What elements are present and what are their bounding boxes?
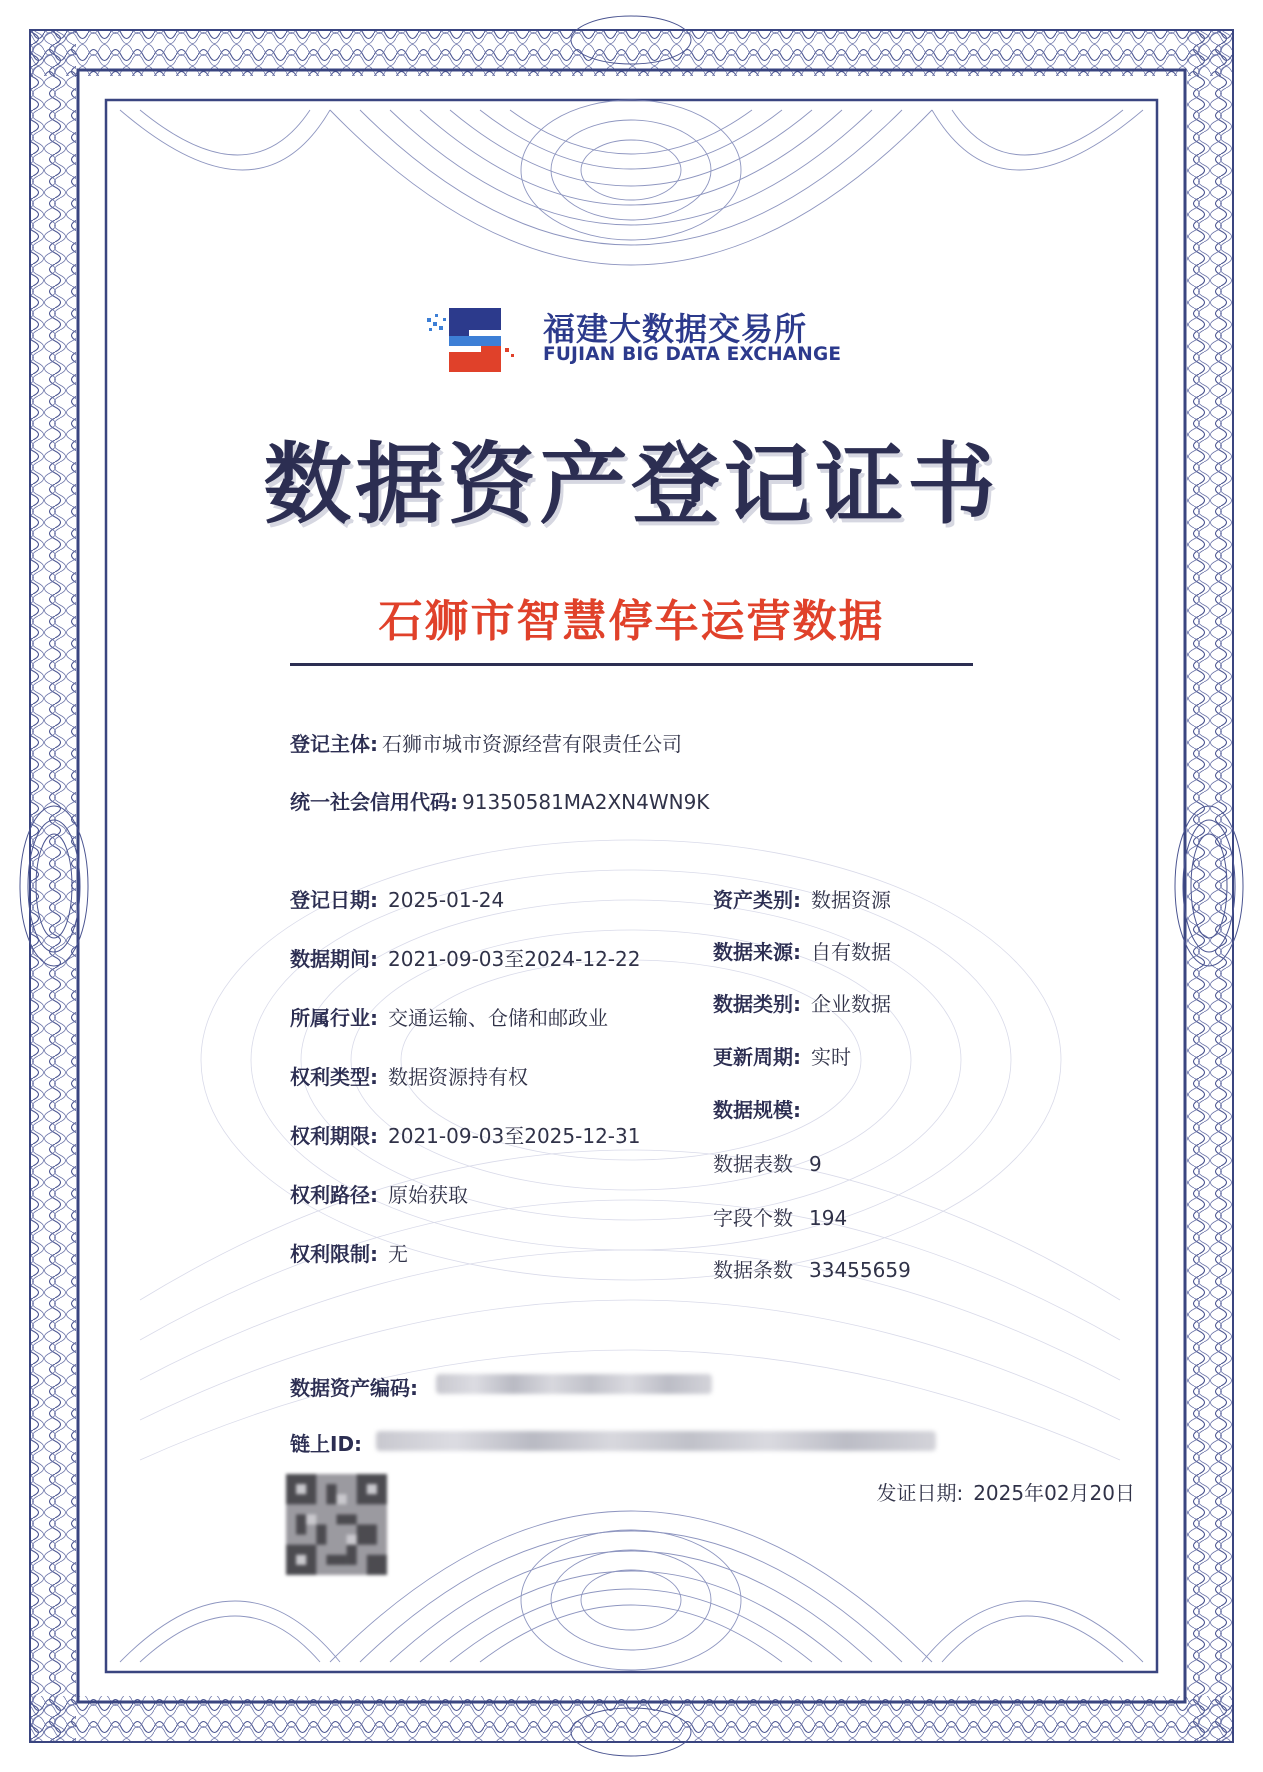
- field-label: 数据资产编码:: [290, 1376, 418, 1400]
- registration-date: [290, 884, 504, 913]
- registrant-subject: [290, 728, 682, 757]
- field-label: 更新周期:: [713, 1045, 801, 1069]
- asset-category: [713, 884, 891, 913]
- industry: [290, 1002, 608, 1031]
- exchange-logo-icon: [425, 304, 517, 376]
- field-value: 无: [388, 1242, 408, 1266]
- field-value: 91350581MA2XN4WN9K: [462, 790, 710, 814]
- table-count: [713, 1148, 822, 1177]
- field-label: 数据期间:: [290, 947, 378, 971]
- chain-id: [290, 1428, 362, 1457]
- asset-name: 石狮市智慧停车运营数据: [378, 596, 885, 647]
- data-scale: [713, 1094, 811, 1123]
- field-label: 字段个数: [713, 1206, 793, 1230]
- record-count: [713, 1254, 911, 1283]
- field-value: 数据资源持有权: [388, 1065, 528, 1089]
- field-value: 交通运输、仓储和邮政业: [388, 1006, 608, 1030]
- field-label: 数据规模:: [713, 1098, 801, 1122]
- field-label: 发证日期:: [876, 1481, 964, 1505]
- field-value: 194: [809, 1206, 848, 1230]
- field-value: 2021-09-03至2025-12-31: [388, 1124, 641, 1148]
- exchange-logo: [425, 300, 845, 380]
- asset-code: [290, 1372, 418, 1401]
- chain-id-redacted: [376, 1431, 936, 1451]
- right-type: [290, 1061, 528, 1090]
- field-label: 权利类型:: [290, 1065, 378, 1089]
- field-value: 石狮市城市资源经营有限责任公司: [382, 732, 682, 756]
- asset-code-redacted: [436, 1374, 712, 1394]
- data-source: [713, 936, 891, 965]
- field-value: 数据资源: [811, 888, 891, 912]
- qr-code: [286, 1474, 387, 1575]
- title-divider: [290, 663, 973, 666]
- field-value: 9: [809, 1152, 822, 1176]
- right-path: [290, 1179, 468, 1208]
- field-label: 权利期限:: [290, 1124, 378, 1148]
- certificate-title: 数据资产登记证书: [263, 432, 1000, 536]
- field-value: 实时: [811, 1045, 851, 1069]
- credit-code: [290, 786, 709, 815]
- field-value: 2021-09-03至2024-12-22: [388, 947, 641, 971]
- issue-date: [876, 1477, 1135, 1506]
- update-cycle: [713, 1041, 851, 1070]
- field-label: 数据来源:: [713, 940, 801, 964]
- field-value: 自有数据: [811, 940, 891, 964]
- field-value: 2025-01-24: [388, 888, 505, 912]
- field-value: 2025年02月20日: [973, 1481, 1135, 1505]
- exchange-name-en: FUJIAN BIG DATA EXCHANGE: [543, 344, 842, 365]
- field-label: 登记日期:: [290, 888, 378, 912]
- field-label: 统一社会信用代码:: [290, 790, 458, 814]
- field-label: 权利限制:: [290, 1242, 378, 1266]
- field-value: 原始获取: [388, 1183, 468, 1207]
- field-value: 企业数据: [811, 992, 891, 1016]
- field-label: 登记主体:: [290, 732, 378, 756]
- field-value: 33455659: [809, 1258, 911, 1282]
- field-count: [713, 1202, 847, 1231]
- data-type: [713, 988, 891, 1017]
- field-label: 所属行业:: [290, 1006, 378, 1030]
- exchange-name-cn: 福建大数据交易所: [543, 310, 808, 348]
- field-label: 数据条数: [713, 1258, 793, 1282]
- field-label: 权利路径:: [290, 1183, 378, 1207]
- field-label: 数据类别:: [713, 992, 801, 1016]
- field-label: 链上ID:: [290, 1432, 363, 1456]
- right-restriction: [290, 1238, 408, 1267]
- right-term: [290, 1120, 640, 1149]
- data-period: [290, 943, 640, 972]
- field-label: 数据表数: [713, 1152, 793, 1176]
- field-label: 资产类别:: [713, 888, 801, 912]
